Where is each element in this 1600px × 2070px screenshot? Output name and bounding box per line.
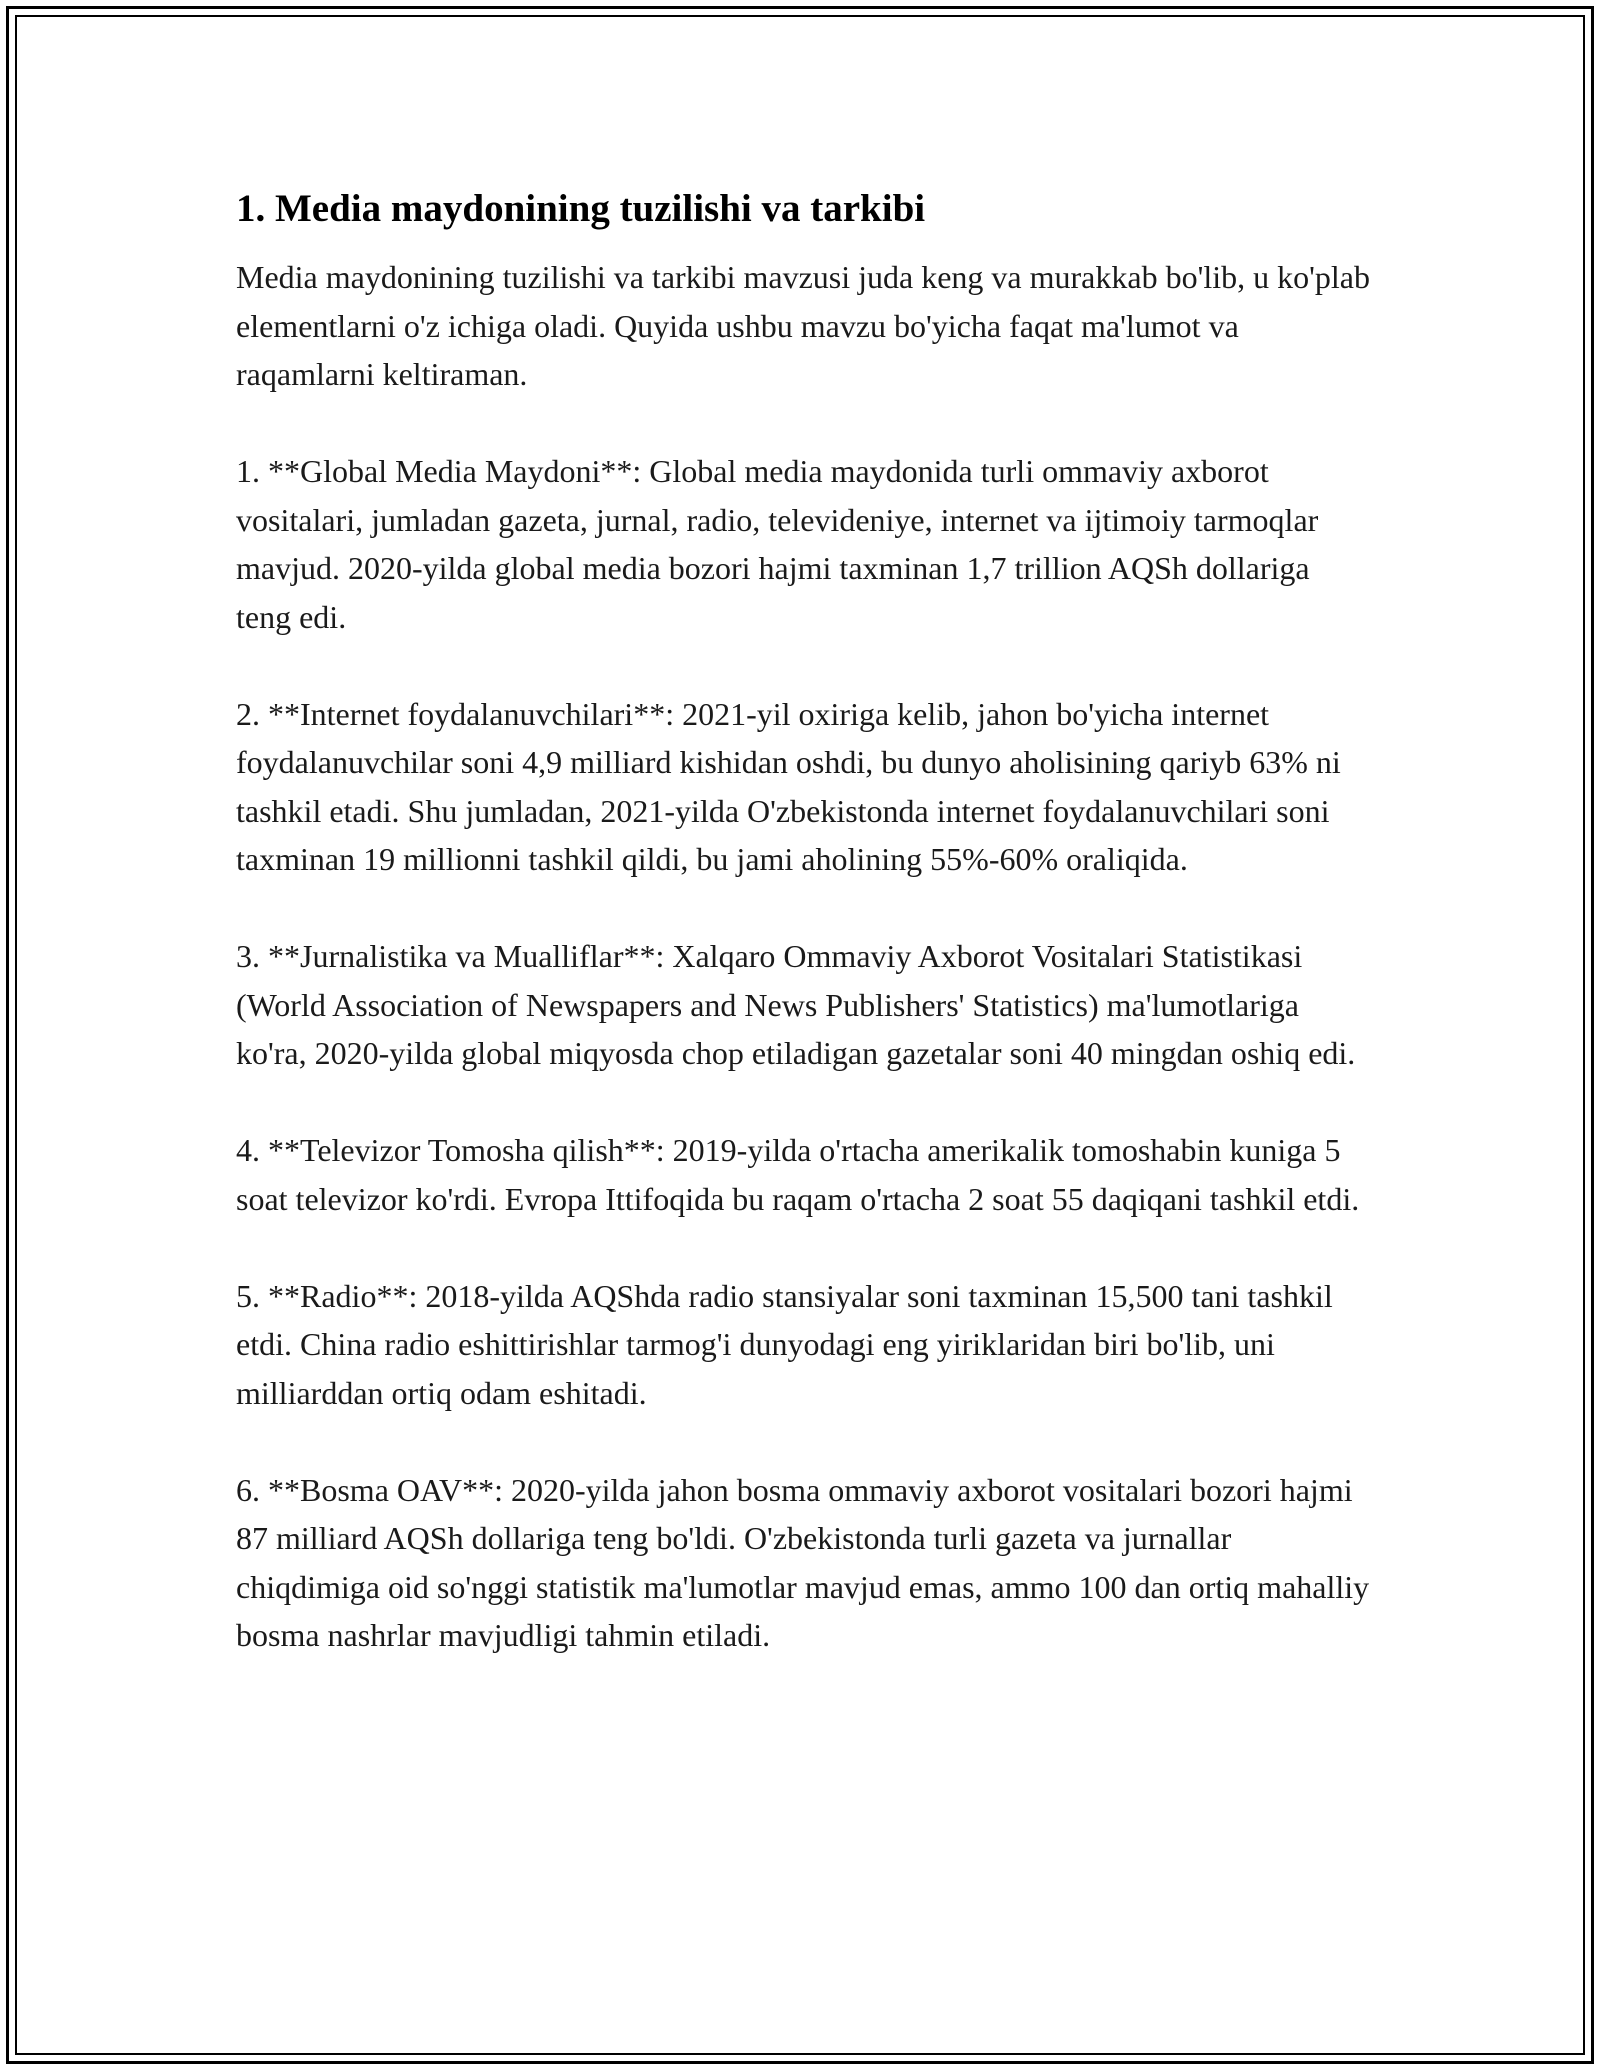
document-title: 1. Media maydonining tuzilishi va tarkibi [236,187,926,230]
intro-paragraph: Media maydonining tuzilishi va tarkibi mavzusi juda keng va murakkab bo'lib, u ko'plab elementlarni o'z ichiga oladi. Quyida ushbu mavzu bo'yicha faqat ma'lumot va raqamlarni keltiraman. [236,259,1370,392]
list-item-journalism: 3. **Jurnalistika va Mualliflar**: Xalqaro Ommaviy Axborot Vositalari Statistikasi (World Association of Newspapers and News Publishers' Statistics) ma'lumotlariga ko'ra, 2020-yilda global miqyosda chop etiladigan gazetalar soni 40 mingdan oshiq edi. [236,938,1356,1071]
document-body [236,185,1371,1708]
list-item-print-media: 6. **Bosma OAV**: 2020-yilda jahon bosma ommaviy axborot vositalari bozori hajmi 87 milliard AQSh dollariga teng bo'ldi. O'zbekistonda turli gazeta va jurnallar chiqdimiga oid so'nggi statistik ma'lumotlar mavjud emas, ammo 100 dan ortiq mahalliy bosma nashrlar mavjudligi tahmin etiladi. [236,1471,1370,1653]
list-item-internet-users: 2. **Internet foydalanuvchilari**: 2021-yil oxiriga kelib, jahon bo'yicha internet foydalanuvchilar soni 4,9 milliard kishidan oshdi, bu dunyo aholisining qariyb 63% ni tashkil etadi. Shu jumladan, 2021-yilda O'zbekistonda internet foydalanuvchilari soni taxminan 19 millionni tashkil qildi, bu jami aholining 55%-60% oraliqida. [236,695,1341,877]
list-item-global-media: 1. **Global Media Maydoni**: Global media maydonida turli ommaviy axborot vositalari, jumladan gazeta, jurnal, radio, televideniye, internet va ijtimoiy tarmoqlar mavjud. 2020-yilda global media bozori hajmi taxminan 1,7 trillion AQSh dollariga teng edi. [236,453,1319,635]
list-item-tv-watching: 4. **Televizor Tomosha qilish**: 2019-yilda o'rtacha amerikalik tomoshabin kuniga 5 soat televizor ko'rdi. Evropa Ittifoqida bu raqam o'rtacha 2 soat 55 daqiqani tashkil etdi. [236,1132,1360,1217]
list-item-radio: 5. **Radio**: 2018-yilda AQShda radio stansiyalar soni taxminan 15,500 tani tashkil etdi. China radio eshittirishlar tarmog'i dunyodagi eng yiriklaridan biri bo'lib, uni milliarddan ortiq odam eshitadi. [236,1277,1333,1411]
